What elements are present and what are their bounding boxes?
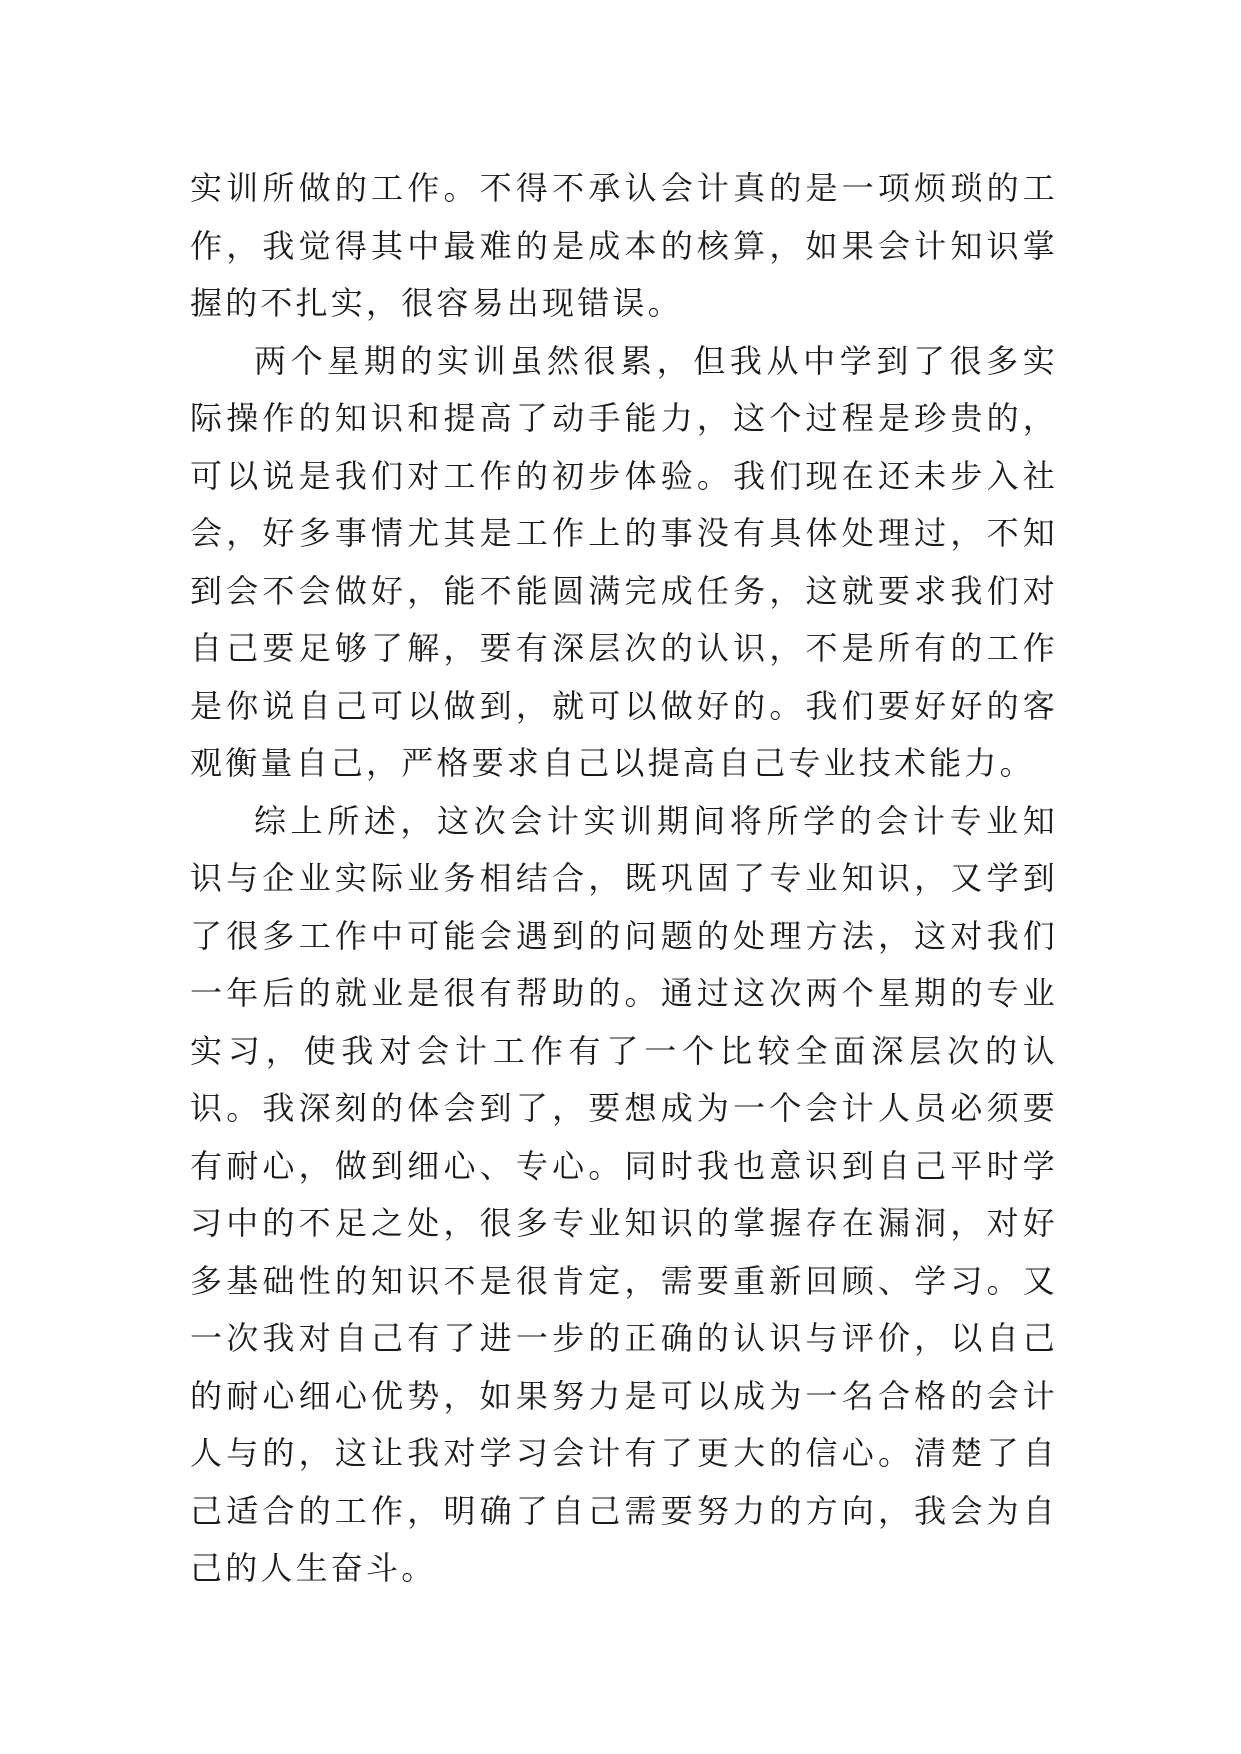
paragraph-3: 综上所述，这次会计实训期间将所学的会计专业知识与企业实际业务相结合，既巩固了专业知识，又学到了很多工作中可能会遇到的问题的处理方法，这对我们一年后的就业是很有帮助的。通过这次两个星期的专业实习，使我对会计工作有了一个比较全面深层次的认识。我深刻的体会到了，要想成为一个会计人员必须要有耐心，做到细心、专心。同时我也意识到自己平时学习中的不足之处，很多专业知识的掌握存在漏洞，对好多基础性的知识不是很肯定，需要重新回顾、学习。又一次我对自己有了进一步的正确的认识与评价，以自己的耐心细心优势，如果努力是可以成为一名合格的会计人与的，这让我对学习会计有了更大的信心。清楚了自己适合的工作，明确了自己需要努力的方向，我会为自己的人生奋斗。 <box>190 801 1058 1587</box>
document-body <box>190 160 1058 1598</box>
paragraph-1: 实训所做的工作。不得不承认会计真的是一项烦琐的工作，我觉得其中最难的是成本的核算，如果会计知识掌握的不扎实，很容易出现错误。 <box>190 169 1058 322</box>
paragraph-2: 两个星期的实训虽然很累，但我从中学到了很多实际操作的知识和提高了动手能力，这个过程是珍贵的，可以说是我们对工作的初步体验。我们现在还未步入社会，好多事情尤其是工作上的事没有具体处理过，不知到会不会做好，能不能圆满完成任务，这就要求我们对自己要足够了解，要有深层次的认识，不是所有的工作是你说自己可以做到，就可以做好的。我们要好好的客观衡量自己，严格要求自己以提高自己专业技术能力。 <box>190 341 1058 782</box>
